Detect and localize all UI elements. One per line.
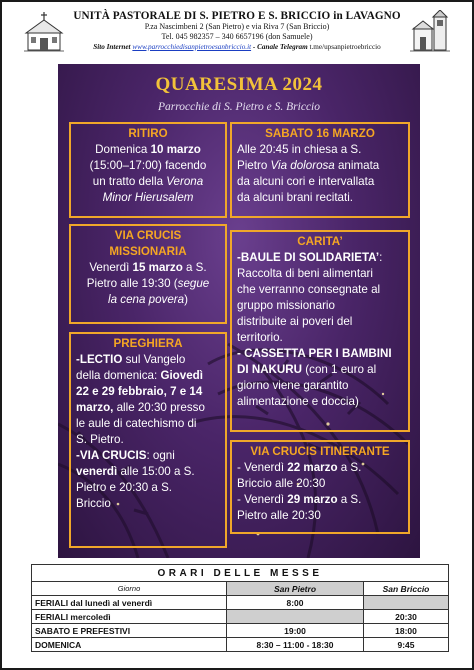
vcm-line: )	[184, 293, 188, 306]
table-row	[32, 638, 449, 652]
vci-line: Briccio alle 20:30	[237, 477, 326, 490]
ritiro-time: (15:00–17:00) facendo	[89, 159, 207, 172]
viacrucis-itinerante-title: VIA CRUCIS ITINERANTE	[250, 445, 390, 458]
vcm-line: a S.	[182, 261, 207, 274]
sabato-line: da alcuni brani recitati.	[237, 191, 353, 204]
row-san-pietro: 8:30 – 11:00 - 18:30	[227, 638, 364, 652]
row-san-briccio: 20:30	[364, 610, 449, 624]
site-label: Sito Internet	[93, 43, 131, 51]
sabato-via-dolorosa: Via dolorosa	[270, 159, 335, 172]
table-row	[32, 596, 449, 610]
nakuru: DI NAKURU	[237, 363, 303, 376]
carita-line: territorio.	[237, 331, 283, 344]
preghiera-dates: 22 e 29 febbraio, 7 e 14	[76, 385, 203, 398]
schedule-title: ORARI DELLE MESSE	[32, 565, 449, 582]
vcm-segue: segue	[177, 277, 210, 290]
row-san-briccio: 18:00	[364, 624, 449, 638]
vci-line: a S.	[337, 493, 362, 506]
col-giorno: Giorno	[32, 582, 227, 596]
header	[64, 10, 410, 53]
col-san-pietro: San Pietro	[227, 582, 364, 596]
sabato-line: da alcuni cori e intervallata	[237, 175, 375, 188]
row-label: FERIALI dal lunedì al venerdì	[32, 596, 227, 610]
vcm-line: Venerdì	[89, 261, 133, 274]
carita-line: Raccolta di beni alimentari	[237, 267, 373, 280]
preghiera-line: Pietro e 20:30 a S.	[76, 481, 173, 494]
sabato-line: Alle 20:45 in chiesa a S.	[237, 143, 362, 156]
lectio: -LECTIO	[76, 353, 123, 366]
preghiera-marzo: marzo,	[76, 401, 114, 414]
vcm-cena: la cena povera	[108, 293, 185, 306]
table-row	[32, 610, 449, 624]
row-label: DOMENICA	[32, 638, 227, 652]
carita-line: gruppo missionario	[237, 299, 335, 312]
vcm-date: 15 marzo	[132, 261, 183, 274]
poster-title: QUARESIMA 2024	[155, 74, 323, 95]
viacrucis-itinerante-box	[230, 440, 410, 534]
row-san-pietro: 8:00	[227, 596, 364, 610]
header-title: UNITÀ PASTORALE DI S. PIETRO E S. BRICCIO in LAVAGNO	[73, 10, 401, 22]
carita-line: :	[379, 251, 383, 264]
baule-solidarieta: -BAULE DI SOLIDARIETA’	[237, 251, 380, 264]
sabato-line: animata	[334, 159, 380, 172]
vci-date-2: 29 marzo	[287, 493, 338, 506]
ritiro-date: 10 marzo	[150, 143, 201, 156]
carita-line: distribuite ai poveri del	[237, 315, 353, 328]
header-phone: Tel. 045 982357 – 340 6657196 (don Samuele)	[161, 32, 313, 41]
via-crucis: -VIA CRUCIS	[76, 449, 147, 462]
preghiera-giovedi: Giovedì	[160, 369, 203, 382]
telegram-label: - Canale Telegram	[252, 43, 308, 51]
ritiro-title: RITIRO	[128, 127, 168, 140]
lent-poster	[58, 64, 420, 558]
ritiro-line: Domenica	[95, 143, 151, 156]
vci-line: Pietro alle 20:30	[237, 509, 321, 522]
preghiera-line: le aule di catechismo di	[76, 417, 197, 430]
preghiera-line: Briccio	[76, 497, 111, 510]
preghiera-line: della domenica:	[76, 369, 161, 382]
row-san-pietro	[227, 610, 364, 624]
carita-line: (con 1 euro al	[302, 363, 377, 376]
viacrucis-missionaria-box	[69, 224, 227, 324]
preghiera-line: sul Vangelo	[122, 353, 186, 366]
row-san-briccio	[364, 596, 449, 610]
mass-schedule-table	[31, 564, 449, 652]
header-site	[64, 42, 410, 53]
carita-line: giorno viene garantito	[237, 379, 349, 392]
carita-line: alimentazione e doccia)	[237, 395, 359, 408]
col-san-briccio: San Briccio	[364, 582, 449, 596]
carita-title: CARITA’	[297, 235, 343, 248]
site-link[interactable]: www.parrocchiedisanpietroesanbriccio.it	[132, 43, 252, 51]
church-icon	[24, 10, 64, 54]
table-row	[32, 624, 449, 638]
viacrucis-missionaria-title: VIA CRUCIS MISSIONARIA	[109, 229, 187, 258]
cassetta-bambini: - CASSETTA PER I BAMBINI	[237, 347, 392, 360]
preghiera-line: alle 15:00 a S.	[117, 465, 195, 478]
row-san-briccio: 9:45	[364, 638, 449, 652]
carita-box	[230, 230, 410, 432]
carita-line: che verranno consegnate al	[237, 283, 381, 296]
vci-line: - Venerdì	[237, 461, 288, 474]
sabato-box	[230, 122, 410, 218]
preghiera-title: PREGHIERA	[113, 337, 183, 350]
preghiera-line: : ogni	[146, 449, 175, 462]
ritiro-box	[69, 122, 227, 218]
preghiera-box	[69, 332, 227, 548]
row-san-pietro: 19:00	[227, 624, 364, 638]
vci-line: - Venerdì	[237, 493, 288, 506]
vci-date-1: 22 marzo	[287, 461, 338, 474]
sabato-title: SABATO 16 MARZO	[265, 127, 375, 140]
preghiera-line: S. Pietro.	[76, 433, 124, 446]
vcm-line: Pietro alle 19:30 (	[86, 277, 178, 290]
row-label: SABATO E PREFESTIVI	[32, 624, 227, 638]
sabato-line: Pietro	[237, 159, 271, 172]
ritiro-line: un tratto della	[92, 175, 167, 188]
telegram-link[interactable]: t.me/upsanpietroebriccio	[309, 43, 381, 51]
ritiro-verona: Verona	[166, 175, 204, 188]
row-label: FERIALI mercoledì	[32, 610, 227, 624]
preghiera-venerdi: venerdì	[76, 465, 118, 478]
poster-subtitle: Parrocchie di S. Pietro e S. Briccio	[157, 101, 321, 113]
church-tower-icon	[410, 10, 450, 54]
header-address: P.za Nascimbeni 2 (San Pietro) e via Riva 7 (San Briccio)	[144, 22, 330, 31]
preghiera-line: alle 20:30 presso	[113, 401, 205, 414]
vci-line: a S.	[337, 461, 362, 474]
ritiro-hierusalem: Minor Hierusalem	[102, 191, 194, 204]
